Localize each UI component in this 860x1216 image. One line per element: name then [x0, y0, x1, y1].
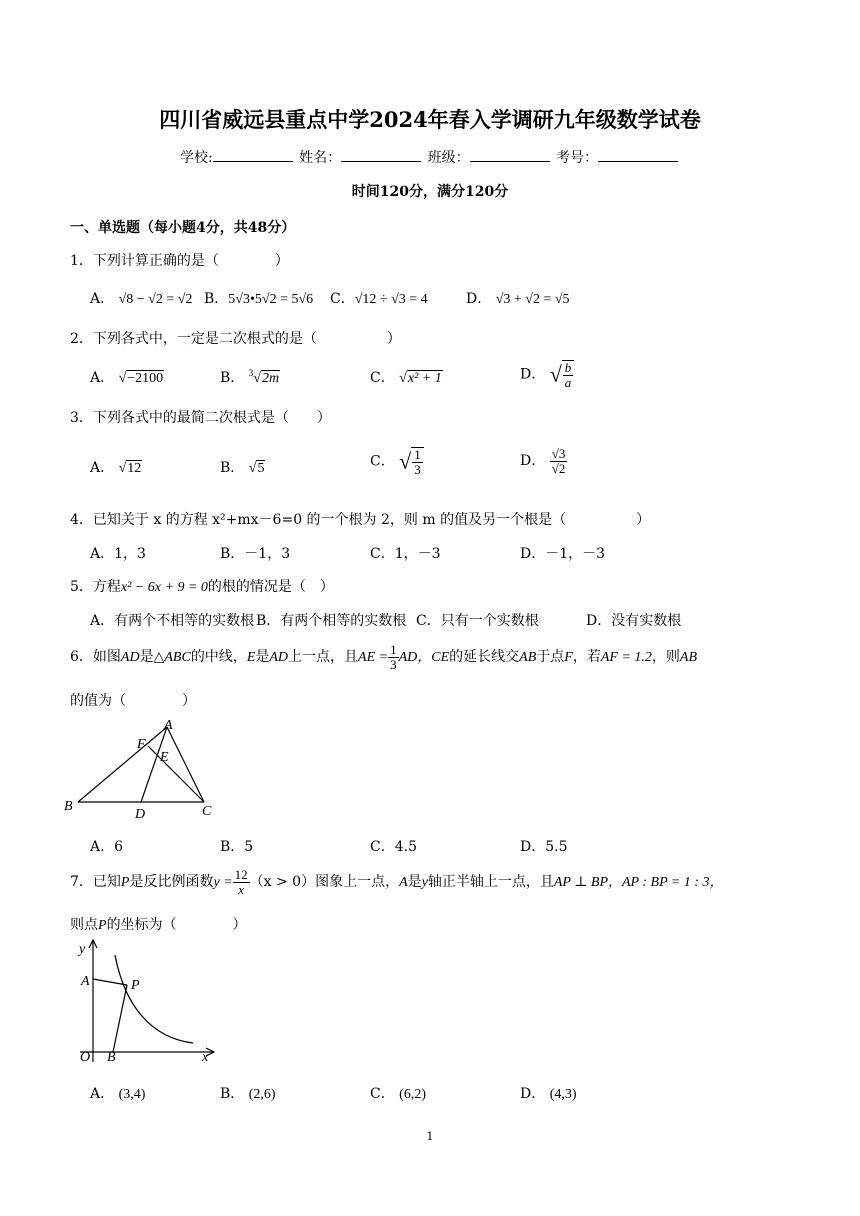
q2-c-label: C．: [370, 370, 395, 386]
q6-at: 于点: [536, 649, 565, 666]
q7-graph: 图象上一点，: [315, 874, 400, 891]
name-label: 姓名：: [299, 150, 342, 166]
q4-option-a: A．1，3: [90, 546, 146, 562]
q2-option-c: C． √x² + 1: [370, 370, 442, 386]
fig6-label-d: D: [135, 807, 146, 822]
q1-option-c: [330, 288, 428, 308]
q7-p: P: [120, 875, 130, 891]
question-2-stem: 2．下列各式中，一定是二次根式的是（ ）: [70, 331, 401, 347]
q2-a-expr: −2100: [127, 371, 164, 386]
q7-b-label: B．: [220, 1086, 245, 1102]
q3-option-b: B． √5: [220, 460, 265, 476]
q6-f: F: [564, 650, 573, 666]
q3-option-d: [520, 447, 567, 475]
q1-d-expr: √3 + √2 = √5: [495, 292, 570, 307]
q5-equation: x² − 6x + 9 = 0: [120, 580, 208, 595]
q7-ratio: ，AP : BP = 1 : 3，: [608, 875, 724, 891]
q7-stem-cont: 则点: [70, 917, 98, 933]
q7-c-label: C．: [370, 1086, 395, 1102]
q2-d-label: D．: [520, 366, 546, 383]
q3-a-label: A．: [90, 460, 115, 476]
q4-option-d: D．－1，－3: [520, 546, 606, 562]
q4-option-c: C．1，－3: [370, 546, 441, 562]
q5-option-b: B．有两个相等的实数根: [256, 613, 407, 629]
fig6-label-a: A: [164, 718, 173, 733]
q6-ad2: AD: [269, 650, 289, 666]
q6-if: ，若: [572, 649, 601, 666]
q6-abc: △ABC: [153, 650, 191, 666]
fig7-label-x: x: [202, 1050, 209, 1065]
school-blank[interactable]: [213, 149, 293, 162]
q2-option-d: D． √ $\frac{b}{a}$: [520, 360, 574, 389]
q3-a-expr: 12: [127, 461, 142, 476]
question-4-stem: 4．已知关于 x 的方程 x²+mx－6=0 的一个根为 2，则 m 的值及另一个根是（ ）: [70, 512, 651, 528]
q6-median: 的中线，: [190, 649, 247, 666]
q6-option-d: D．5.5: [520, 839, 568, 855]
q6-stem-start: 6．如图: [70, 649, 121, 666]
fig7-label-y: y: [79, 942, 86, 957]
class-blank[interactable]: [470, 149, 550, 162]
fig7-label-o: O: [80, 1050, 91, 1065]
fig6-label-f: F: [137, 737, 146, 752]
q7-yaxis: y: [421, 875, 428, 891]
q3-d-num: √3: [551, 446, 566, 461]
q3-d-label: D．: [520, 453, 546, 470]
q2-d-den: a: [564, 374, 572, 390]
q7-a: A: [399, 875, 408, 891]
q6-ad: AD: [120, 650, 140, 666]
q7-b-value: (2,6): [248, 1087, 276, 1102]
q1-a-expr: √8 − √2 = √2: [118, 292, 193, 307]
question-7-stem: [70, 868, 723, 896]
q7-a-label: A．: [90, 1086, 115, 1102]
q1-option-a: [90, 288, 192, 308]
q7-a-value: (3,4): [118, 1087, 146, 1102]
q6-e: E: [246, 650, 256, 666]
q3-d-den: √2: [551, 460, 566, 476]
q3-option-a: A． √12: [90, 460, 142, 476]
fig6-label-c: C: [202, 804, 212, 819]
q2-c-expr: x² + 1: [407, 371, 442, 386]
exam-no-blank[interactable]: [598, 149, 678, 162]
q5-option-a: A．有两个不相等的实数根: [90, 613, 255, 629]
q7-frac-den: x: [238, 881, 245, 897]
fig7-label-b: B: [107, 1050, 116, 1065]
q6-ce: ，CE: [417, 650, 450, 666]
question-1-stem: 1．下列计算正确的是（ ）: [70, 253, 289, 269]
q3-b-expr: 5: [257, 461, 265, 476]
q7-p2: P: [98, 918, 107, 933]
q6-af: AF = 1.2: [600, 650, 652, 666]
question-6-stem: [70, 643, 697, 671]
exam-no-label: 考号：: [556, 150, 599, 166]
question-5-stem: [70, 576, 334, 596]
q5-option-d: D．没有实数根: [586, 613, 682, 629]
q1-a-label: A．: [90, 291, 115, 307]
q6-ad3: AD: [398, 650, 418, 666]
q2-d-num: b: [564, 360, 572, 375]
triangle-figure: [60, 715, 230, 825]
q3-option-c: C． √ $\frac{1}{3}$: [370, 447, 424, 476]
q2-option-a: A． √−2100: [90, 370, 164, 386]
q7-option-d: [520, 1083, 577, 1103]
q5-option-c: C．只有一个实数根: [416, 613, 539, 629]
q5-stem-a: 5．方程: [70, 579, 121, 595]
q1-option-d: [466, 288, 570, 308]
q7-stem-start: 7．已知: [70, 874, 121, 891]
q1-c-label: C．: [330, 291, 355, 307]
q7-option-b: [220, 1083, 276, 1103]
question-7-stem-cont: [70, 914, 247, 934]
q6-then: ，则: [651, 649, 680, 666]
q6-option-a: A．6: [90, 839, 124, 855]
q6-ext: 的延长线交: [449, 649, 520, 666]
fig6-label-e: E: [160, 750, 169, 765]
q3-b-label: B．: [220, 460, 245, 476]
q1-option-b: [204, 288, 313, 308]
q6-option-b: B．5: [220, 839, 254, 855]
q3-c-label: C．: [370, 453, 395, 470]
q7-y-eq: y =: [213, 875, 233, 891]
q1-b-label: B．: [204, 291, 229, 307]
q7-is-inv: 是反比例函数: [129, 874, 214, 891]
q2-a-label: A．: [90, 370, 115, 386]
q7-pos-axis: 轴正半轴上一点，且: [427, 874, 554, 891]
school-label: 学校:: [179, 150, 213, 166]
q7-cond: （x > 0）: [249, 874, 316, 891]
class-label: 班级：: [427, 150, 470, 166]
student-info-line: [0, 147, 860, 167]
q2-b-expr: 2m: [261, 371, 280, 386]
q6-option-c: C．4.5: [370, 839, 417, 855]
question-3-stem: 3．下列各式中的最简二次根式是（ ）: [70, 410, 331, 426]
fig7-label-a: A: [81, 974, 90, 989]
q7-d-label: D．: [520, 1086, 546, 1102]
q7-coord: 的坐标为（ ）: [106, 917, 247, 933]
q6-frac-num: 1: [390, 642, 397, 657]
q5-stem-b: 的根的情况是（ ）: [207, 579, 334, 595]
fig7-label-p: P: [131, 978, 140, 993]
q6-is2: 是: [255, 649, 270, 666]
question-6-stem-cont: 的值为（ ）: [70, 693, 196, 709]
q1-c-expr: √12 ÷ √3 = 4: [354, 292, 428, 307]
q1-b-expr: 5√3•5√2 = 5√6: [228, 292, 314, 307]
q4-option-b: B．－1，3: [220, 546, 291, 562]
q2-b-label: B．: [220, 370, 245, 386]
q3-c-den: 3: [414, 461, 421, 477]
inverse-function-figure: [75, 937, 225, 1067]
time-line: 时间120分，满分120分: [351, 184, 509, 200]
q6-is: 是: [139, 649, 154, 666]
q6-ae: AE =: [358, 650, 389, 666]
q1-d-label: D．: [466, 291, 492, 307]
q6-frac-den: 3: [390, 656, 397, 672]
q3-c-num: 1: [414, 447, 421, 462]
section-heading: 一、单选题（每小题4分，共48分）: [70, 220, 296, 236]
fig6-label-b: B: [64, 799, 73, 814]
q6-ab: AB: [519, 650, 537, 666]
q2-option-b: B． $^3$√2m: [220, 368, 280, 386]
name-blank[interactable]: [341, 149, 421, 162]
page-title: 四川省威远县重点中学2024年春入学调研九年级数学试卷: [159, 107, 701, 132]
q7-option-c: [370, 1083, 426, 1103]
q6-on: 上一点，且: [288, 649, 359, 666]
q7-frac-num: 12: [234, 867, 248, 882]
q7-option-a: [90, 1083, 145, 1103]
q7-d-value: (4,3): [549, 1087, 577, 1102]
page-number: 1: [426, 1130, 434, 1143]
q7-perp: AP ⊥ BP: [553, 875, 608, 891]
q7-is-on: 是: [407, 874, 422, 891]
q7-c-value: (6,2): [399, 1087, 426, 1102]
q6-ab2: AB: [679, 650, 698, 666]
